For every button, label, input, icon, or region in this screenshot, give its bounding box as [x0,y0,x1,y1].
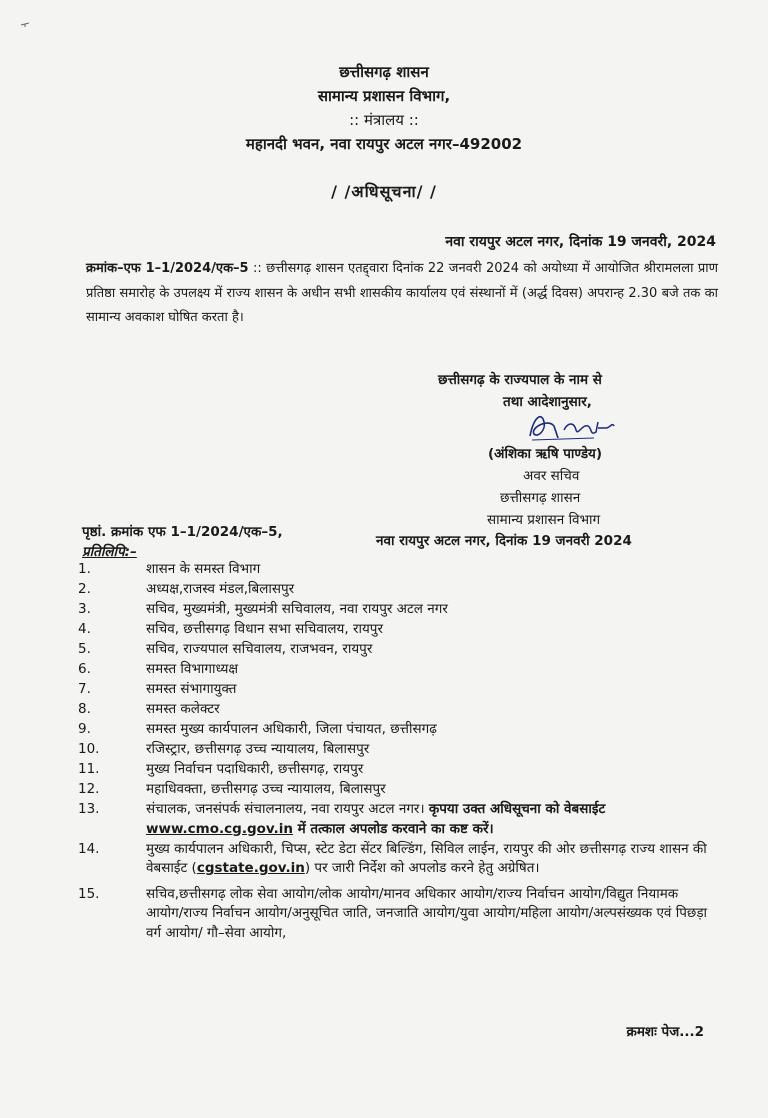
list-item: 3. सचिव, मुख्यमंत्री, मुख्यमंत्री सचिवालय, नवा रायपुर अटल नगर [78,601,448,617]
list-item: 14. मुख्य कार्यपालन अधिकारी, चिप्स, स्टेट डेटा सेंटर बिल्डिंग, सिविल लाईन, रायपुर की ओर छत्तीसगढ़ राज्य शासन की वेबसाईट (cgstate.gov.in) पर जारी निर्देश को अपलोड करने हेतु अग्रेषित। [78,840,707,876]
header-department: सामान्य प्रशासन विभाग, [317,87,451,105]
list-item: 5. सचिव, राज्यपाल सचिवालय, राजभवन, रायपुर [78,641,373,657]
header-ministry: :: मंत्रालय :: [349,111,419,129]
notice-date: नवा रायपुर अटल नगर, दिनांक 19 जनवरी, 2024 [445,234,716,250]
list-item: 10. रजिस्ट्रार, छत्तीसगढ़ उच्च न्यायालय, बिलासपुर [78,741,370,757]
list-item: 12. महाधिवक्ता, छत्तीसगढ़ उच्च न्यायालय, बिलासपुर [78,781,386,797]
copy-to-label: प्रतिलिपि:– [82,544,137,560]
notice-body-text: :: छत्तीसगढ़ शासन एतद्द्वारा दिनांक 22 जनवरी 2024 को अयोध्या में आयोजित श्रीरामलला प्राण प्रतिष्ठा समारोह के उपलक्ष्य में राज्य शासन के अधीन सभी शासकीय कार्यालय एवं संस्थानों में (अर्द्ध दिवस) अपरान्ह 2.30 बजे तक का सामान्य अवकाश घोषित करता है। [86,261,718,325]
list-item: 11. मुख्य निर्वाचन पदाधिकारी, छत्तीसगढ़, रायपुर [78,761,364,777]
notice-title: / /अधिसूचना/ / [331,182,437,201]
list-item: 13. संचालक, जनसंपर्क संचालनालय, नवा रायपुर अटल नगर। कृपया उक्त अधिसूचना को वेबसाईट www.cmo.cg.gov.in में तत्काल अपलोड करवाने का कष्ट करें। [78,801,606,837]
list-item: 9. समस्त मुख्य कार्यपालन अधिकारी, जिला पंचायत, छत्तीसगढ़ [78,721,437,737]
list-item: 15. सचिव,छत्तीसगढ़ लोक सेवा आयोग/लोक आयोग/मानव अधिकार आयोग/राज्य निर्वाचन आयोग/विद्युत नियामक आयोग/राज्य निर्वाचन आयोग/अनुसूचित जाति, जनजाति आयोग/युवा आयोग/महिला आयोग/अल्पसंख्यक एवं पिछड़ा वर्ग आयोग/ गौ–सेवा आयोग, [78,885,708,941]
list-item: 6. समस्त विभागाध्यक्ष [78,661,239,677]
notice-ref-number: क्रमांक–एफ 1–1/2024/एक–5 [86,261,249,276]
list-item: 1. शासन के समस्त विभाग [78,561,261,577]
cgstate-website-link[interactable]: cgstate.gov.in [196,860,305,876]
header-government: छत्तीसगढ़ शासन [339,63,429,81]
signatory-government: छत्तीसगढ़ शासन [500,490,581,506]
list-item: 7. समस्त संभागायुक्त [78,681,237,697]
notice-body [86,257,718,331]
signatory-name: (अंशिका ऋषि पाण्डेय) [488,446,603,462]
endorsement-date: नवा रायपुर अटल नगर, दिनांक 19 जनवरी 2024 [376,533,632,549]
handwritten-signature [524,408,619,448]
list-item: 4. सचिव, छत्तीसगढ़ विधान सभा सचिवालय, रायपुर [78,621,383,637]
list-item: 8. समस्त कलेक्टर [78,701,220,717]
recipient-list [70,560,730,944]
cmo-website-link[interactable]: www.cmo.cg.gov.in [146,820,293,837]
scan-mark [20,22,30,28]
signatory-department: सामान्य प्रशासन विभाग [487,512,601,528]
list-item: 2. अध्यक्ष,राजस्व मंडल,बिलासपुर [78,581,295,597]
header-address: महानदी भवन, नवा रायपुर अटल नगर–492002 [245,135,523,153]
signature-authority-line1: छत्तीसगढ़ के राज्यपाल के नाम से [438,372,602,388]
signature-authority-line2: तथा आदेशानुसार, [503,394,592,410]
endorsement-ref: पृष्ठां. क्रमांक एफ 1–1/2024/एक–5, [82,524,283,540]
signatory-designation: अवर सचिव [523,468,580,484]
continued-page-note: क्रमशः पेज...2 [626,1024,704,1040]
